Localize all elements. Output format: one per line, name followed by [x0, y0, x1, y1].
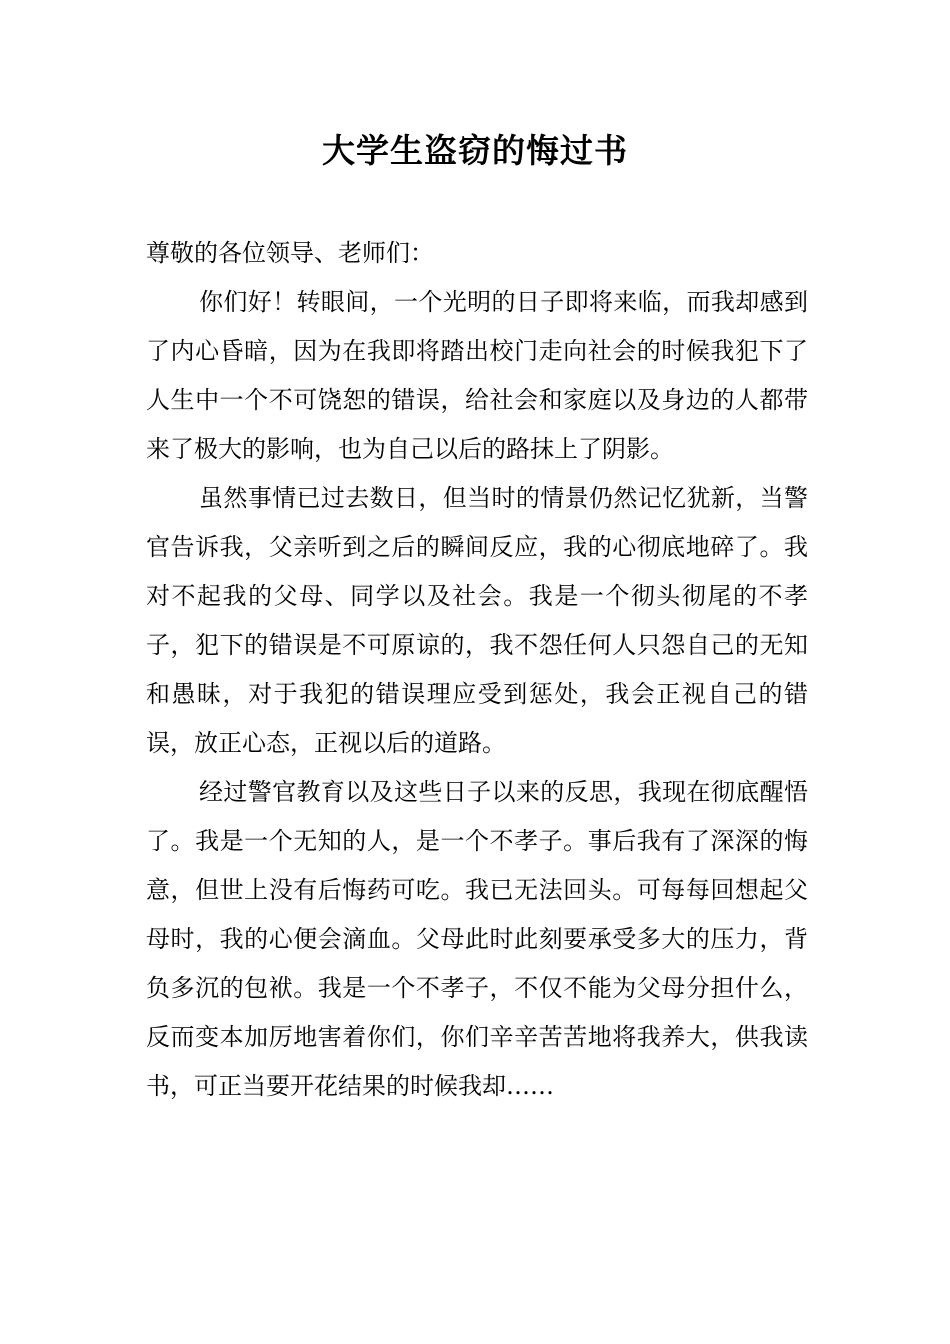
paragraph-2: 虽然事情已过去数日，但当时的情景仍然记忆犹新，当警官告诉我，父亲听到之后的瞬间反应，我的心彻底地碎了。我对不起我的父母、同学以及社会。我是一个彻头彻尾的不孝子，犯下的错误是不可原谅的，我不怨任何人只怨自己的无知和愚昧，对于我犯的错误理应受到惩处，我会正视自己的错误，放正心态，正视以后的道路。: [146, 484, 808, 757]
paragraph-3: 经过警官教育以及这些日子以来的反思，我现在彻底醒悟了。我是一个无知的人，是一个不孝子。事后我有了深深的悔意，但世上没有后悔药可吃。我已无法回头。可每每回想起父母时，我的心便会滴血。父母此时此刻要承受多大的压力，背负多沉的包袱。我是一个不孝子，不仅不能为父母分担什么，反而变本加厉地害着你们，你们辛辛苦苦地将我养大，供我读书，可正当要开花结果的时候我却……: [146, 778, 808, 1100]
salutation: 尊敬的各位领导、老师们：: [146, 239, 434, 267]
document-title: 大学生盗窃的悔过书: [322, 131, 628, 170]
paragraph-1: 你们好！转眼间，一个光明的日子即将来临，而我却感到了内心昏暗，因为在我即将踏出校门走向社会的时候我犯下了人生中一个不可饶恕的错误，给社会和家庭以及身边的人都带来了极大的影响，也为自己以后的路抹上了阴影。: [146, 288, 808, 463]
document-body: [146, 229, 808, 1111]
